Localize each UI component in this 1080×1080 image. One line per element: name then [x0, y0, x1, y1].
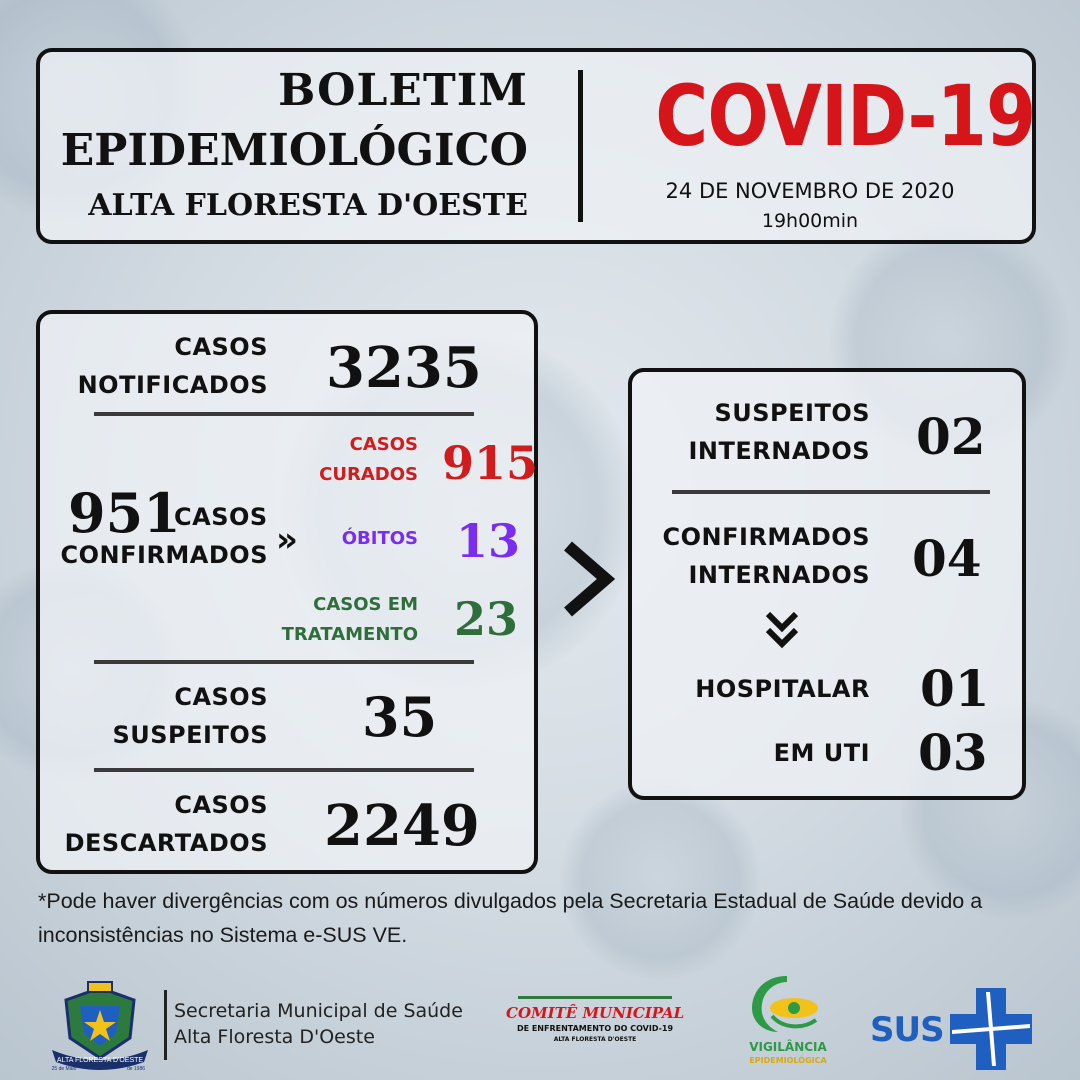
secretaria-line-1: Secretaria Municipal de Saúde — [174, 1000, 463, 1022]
uti-label: EM UTI — [773, 739, 870, 767]
bulletin-time: 19h00min — [761, 210, 859, 232]
secretaria-text — [174, 998, 463, 1050]
curados-value: 915 — [442, 436, 539, 490]
uti-value: 03 — [918, 723, 988, 782]
hospitalar-value: 01 — [920, 659, 990, 718]
tratamento-label-2: TRATAMENTO — [281, 624, 418, 645]
chevron-right-icon — [560, 540, 616, 618]
municipal-crest-logo — [44, 978, 156, 1074]
comite-city: ALTA FLORESTA D'OESTE — [553, 1036, 637, 1043]
double-chevron-right-icon: » — [276, 520, 298, 560]
tratamento-label-1: CASOS EM — [313, 594, 418, 615]
bulletin-date: 24 DE NOVEMBRO DE 2020 — [665, 179, 955, 203]
title-line-3: ALTA FLORESTA D'OESTE — [88, 188, 528, 223]
title-line-2: EPIDEMIOLÓGICO — [60, 125, 528, 176]
footer-divider — [164, 990, 167, 1060]
hospitalized-panel — [628, 368, 1026, 800]
sus-cross-icon — [946, 984, 1036, 1074]
confirmados-internados-label-2: INTERNADOS — [688, 561, 870, 589]
footnote — [38, 884, 1048, 952]
confirmados-label-1: CASOS — [174, 503, 268, 531]
comite-rule — [518, 996, 672, 999]
notificados-label-1: CASOS — [174, 333, 268, 361]
confirmados-internados-value: 04 — [912, 529, 982, 588]
comite-title: COMITÊ MUNICIPAL — [506, 1004, 685, 1022]
notificados-value: 3235 — [326, 335, 482, 401]
divider — [94, 412, 474, 416]
descartados-label-1: CASOS — [174, 791, 268, 819]
comite-subtitle: DE ENFRENTAMENTO DO COVID-19 — [516, 1024, 674, 1033]
suspeitos-value: 35 — [362, 685, 438, 749]
header-divider — [578, 70, 583, 222]
confirmados-label-2: CONFIRMADOS — [60, 541, 268, 569]
curados-label-2: CURADOS — [319, 464, 418, 485]
suspeitos-label-2: SUSPEITOS — [112, 721, 268, 749]
covid-title: COVID-19 — [655, 67, 1036, 165]
vigilancia-line-1: VIGILÂNCIA — [749, 1040, 827, 1054]
vigilancia-line-2: EPIDEMIOLÓGICA — [749, 1056, 827, 1065]
double-chevron-down-icon — [762, 608, 802, 652]
divider — [94, 660, 474, 664]
divider — [672, 490, 990, 494]
suspeitos-internados-value: 02 — [916, 407, 986, 466]
header-panel — [36, 48, 1036, 244]
vigilancia-text — [730, 1040, 846, 1066]
obitos-label: ÓBITOS — [341, 528, 418, 549]
crest-ribbon-text: ALTA FLORESTA D'OESTE — [56, 1057, 144, 1064]
crest-date-left: 25 de Maio — [51, 1066, 77, 1072]
notificados-label-2: NOTIFICADOS — [77, 371, 268, 399]
vigilancia-logo-icon — [746, 972, 828, 1036]
descartados-value: 2249 — [324, 793, 480, 859]
descartados-label-2: DESCARTADOS — [64, 829, 268, 857]
suspeitos-label-1: CASOS — [174, 683, 268, 711]
cases-panel — [36, 310, 538, 874]
title-line-1: BOLETIM — [278, 65, 528, 116]
confirmados-value: 951 — [68, 481, 181, 545]
crest-date-right: de 1986 — [126, 1066, 146, 1072]
sus-logo-text: SUS — [870, 1010, 944, 1050]
hospitalar-label: HOSPITALAR — [695, 675, 870, 703]
footnote-line-1: *Pode haver divergências com os números divulgados pela Secretaria Estadual de Saúde devido a — [38, 889, 983, 913]
secretaria-line-2: Alta Floresta D'Oeste — [174, 1026, 375, 1048]
curados-label-1: CASOS — [349, 434, 418, 455]
footnote-line-2: inconsistências no Sistema e-SUS VE. — [38, 923, 408, 947]
confirmados-internados-label-1: CONFIRMADOS — [662, 523, 870, 551]
suspeitos-internados-label-2: INTERNADOS — [688, 437, 870, 465]
suspeitos-internados-label-1: SUSPEITOS — [714, 399, 870, 427]
tratamento-value: 23 — [454, 592, 519, 646]
divider — [94, 768, 474, 772]
comite-logo — [506, 996, 684, 1045]
obitos-value: 13 — [456, 514, 521, 568]
